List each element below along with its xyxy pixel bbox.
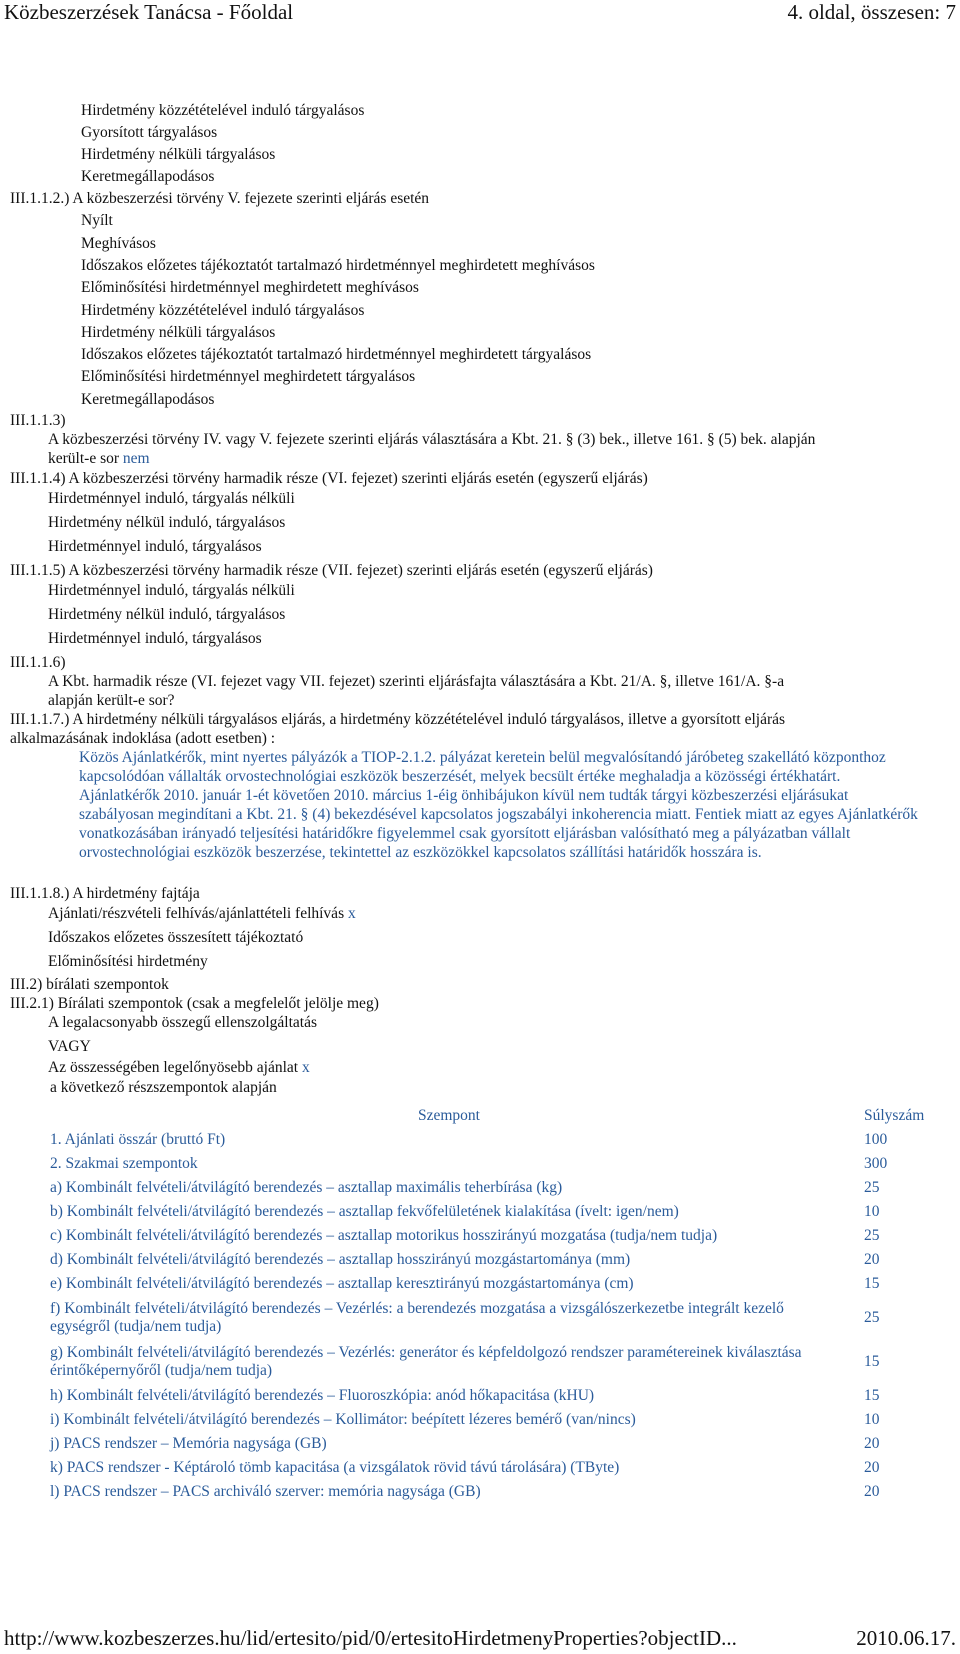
weight-cell: 10 [864,1203,880,1220]
table-row [48,1176,938,1200]
list-item: Időszakos előzetes tájékoztatót tartalmazó hirdetménnyel meghirdetett tárgyalásos [81,346,592,363]
table-row [48,1432,938,1456]
table-row [48,1152,938,1176]
list-item: a következő részszempontok alapján [50,1079,277,1096]
list-item: Előminősítési hirdetmény [48,953,208,970]
question-text [48,449,150,468]
list-item: Hirdetmény közzétételével induló tárgyalásos [81,302,365,319]
criterion-cell: d) Kombinált felvételi/átvilágító berendezés – asztallap hosszirányú mozgástartománya (mm) [50,1251,631,1268]
table-row [48,1224,938,1248]
criterion-cell: f) Kombinált felvételi/átvilágító berendezés – Vezérlés: a berendezés mozgatása a vizsgálószerkezetbe integrált kezelő egységről (tudja/nem tudja) [50,1300,784,1335]
selected-mark: x [301,1059,310,1076]
page-number: 4. oldal, összesen: 7 [787,0,956,24]
criterion-label: Az összességében legelőnyösebb ajánlat [48,1059,299,1076]
criterion-cell: e) Kombinált felvételi/átvilágító berendezés – asztallap keresztirányú mozgástartománya (cm) [50,1275,634,1292]
criterion-cell: j) PACS rendszer – Memória nagysága (GB) [50,1435,327,1452]
criterion-cell: g) Kombinált felvételi/átvilágító berendezés – Vezérlés: generátor és képfeldolgozó rendszer paramétereinek kiválasztása érintőképernyőről (tudja/nem tudja) [50,1344,802,1379]
list-item: Hirdetménnyel induló, tárgyalásos [48,538,262,555]
list-item: Hirdetmény nélkül induló, tárgyalásos [48,606,286,623]
list-item: Hirdetmény nélkül induló, tárgyalásos [48,514,286,531]
criterion-cell: 2. Szakmai szempontok [50,1155,198,1172]
justification-text: Közös Ajánlatkérők, mint nyertes pályázók a TIOP-2.1.2. pályázat keretein belül megvalósítandó járóbeteg szakellátó központhoz kapcsolódóan vállalták orvostechnológiai eszközök beszerzését, melyek becsült értéke meghaladja a közösségi értékhatárt. Ajánlatkérők 2010. január 1-ét követően 2010. március 1-éig önhibájukon kívül nem tudták tárgyi közbeszerzési eljárásukat szabályosan megindítani a Kbt. 21. § (4) bekezdésével kapcsolatos jogszabályi inkoherencia miatt. Fentiek miatt az egyes Ajánlatkérők vonatkozásában irányadó teljesítési határidőkre figyelemmel csak gyorsított eljárásban valósítható meg a pályázatban vállalt orvostechnológiai eszközök beszerzése, tekintettel az eszközökkel kapcsolatos szállítási határidők hosszára is. [79,749,918,861]
weight-cell: 15 [864,1275,880,1292]
weight-cell: 300 [864,1155,888,1172]
table-row [48,1248,938,1272]
column-header-criterion: Szempont [418,1107,480,1124]
list-item: Keretmegállapodásos [81,168,215,185]
criterion-cell: k) PACS rendszer - Képtároló tömb kapacitása (a vizsgálatok rövid távú tárolására) (TByte) [50,1459,620,1476]
section-heading: III.1.1.8.) A hirdetmény fajtája [10,885,200,902]
weight-cell: 25 [864,1309,880,1326]
table-row [48,1456,938,1480]
weight-cell: 20 [864,1483,880,1500]
list-item: Előminősítési hirdetménnyel meghirdetett tárgyalásos [81,368,416,385]
table-row [48,1340,938,1384]
list-item: VAGY [48,1038,91,1055]
list-item: Nyílt [81,212,113,229]
selected-mark: x [347,905,356,922]
question-continuation: került-e sor [48,450,120,467]
table-row [48,1408,938,1432]
criterion-cell: 1. Ajánlati összár (bruttó Ft) [50,1131,226,1148]
list-item: Hirdetménnyel induló, tárgyalásos [48,630,262,647]
section-heading: III.1.1.4) A közbeszerzési törvény harmadik része (VI. fejezet) szerinti eljárás esetén (egyszerű eljárás) [10,470,648,487]
list-item: Keretmegállapodásos [81,391,215,408]
criterion-cell: b) Kombinált felvételi/átvilágító berendezés – asztallap fekvőfelületének kialakítása (ívelt: igen/nem) [50,1203,679,1220]
page-header-title: Közbeszerzések Tanácsa - Főoldal [4,0,294,24]
table-row [48,1480,938,1504]
list-item: Hirdetménnyel induló, tárgyalás nélküli [48,490,295,507]
list-item: A legalacsonyabb összegű ellenszolgáltatás [48,1014,318,1031]
weight-cell: 20 [864,1435,880,1452]
weight-cell: 25 [864,1227,880,1244]
list-item: Meghívásos [81,235,156,252]
section-heading: III.2.1) Bírálati szempontok (csak a megfelelőt jelölje meg) [10,995,379,1012]
list-item [48,904,356,923]
column-header-weight: Súlyszám [864,1107,925,1124]
list-item: Hirdetménnyel induló, tárgyalás nélküli [48,582,295,599]
answer-value: nem [122,450,150,467]
section-heading: alkalmazásának indoklása (adott esetben) : [10,730,276,747]
weight-cell: 20 [864,1459,880,1476]
list-item [48,1058,310,1077]
page-header [0,0,960,28]
weight-cell: 15 [864,1353,880,1370]
criterion-cell: l) PACS rendszer – PACS archiváló szerver: memória nagysága (GB) [50,1483,481,1500]
question-text: alapján került-e sor? [48,692,175,709]
table-row [48,1200,938,1224]
criterion-cell: i) Kombinált felvételi/átvilágító berendezés – Kollimátor: beépített lézeres bemérő (van/nincs) [50,1411,636,1428]
table-row [48,1384,938,1408]
table-row [48,1272,938,1296]
page-footer [0,1626,960,1654]
table-row [48,1128,938,1152]
criterion-cell: a) Kombinált felvételi/átvilágító berendezés – asztallap maximális teherbírása (kg) [50,1179,563,1196]
question-text: A közbeszerzési törvény IV. vagy V. fejezete szerinti eljárás választására a Kbt. 21. § (3) bek., illetve 161. § (5) bek. alapján [48,431,816,448]
weight-cell: 100 [864,1131,888,1148]
criterion-cell: c) Kombinált felvételi/átvilágító berendezés – asztallap motorikus hosszirányú mozgatása (tudja/nem tudja) [50,1227,718,1244]
section-heading: III.1.1.2.) A közbeszerzési törvény V. fejezete szerinti eljárás esetén [10,190,430,207]
weight-cell: 15 [864,1387,880,1404]
list-item: Időszakos előzetes tájékoztatót tartalmazó hirdetménnyel meghirdetett meghívásos [81,257,595,274]
section-heading: III.1.1.5) A közbeszerzési törvény harmadik része (VII. fejezet) szerinti eljárás esetén (egyszerű eljárás) [10,562,653,579]
list-item: Hirdetmény nélküli tárgyalásos [81,146,276,163]
criteria-table [48,1104,938,1504]
section-heading: III.1.1.6) [10,654,66,671]
section-heading: III.1.1.7.) A hirdetmény nélküli tárgyalásos eljárás, a hirdetmény közzétételével induló tárgyalásos, illetve a gyorsított eljárás [10,711,786,728]
section-heading: III.2) bírálati szempontok [10,976,169,993]
list-item: Hirdetmény nélküli tárgyalásos [81,324,276,341]
criterion-cell: h) Kombinált felvételi/átvilágító berendezés – Fluoroszkópia: anód hőkapacitása (kHU) [50,1387,595,1404]
question-text: A Kbt. harmadik része (VI. fejezet vagy VII. fejezet) szerinti eljárásfajta választására a Kbt. 21/A. §, illetve 161/A. §-a [48,673,785,690]
list-item: Gyorsított tárgyalásos [81,124,218,141]
list-item: Hirdetmény közzétételével induló tárgyalásos [81,102,365,119]
table-row [48,1296,938,1340]
weight-cell: 25 [864,1179,880,1196]
notice-type-label: Ajánlati/részvételi felhívás/ajánlattételi felhívás [48,905,345,922]
list-item: Időszakos előzetes összesített tájékoztató [48,929,304,946]
weight-cell: 10 [864,1411,880,1428]
list-item: Előminősítési hirdetménnyel meghirdetett meghívásos [81,279,419,296]
weight-cell: 20 [864,1251,880,1268]
page-url: http://www.kozbeszerzes.hu/lid/ertesito/pid/0/ertesitoHirdetmenyProperties?objectID... [4,1626,737,1650]
page-date: 2010.06.17. [856,1626,956,1650]
section-heading: III.1.1.3) [10,412,66,429]
